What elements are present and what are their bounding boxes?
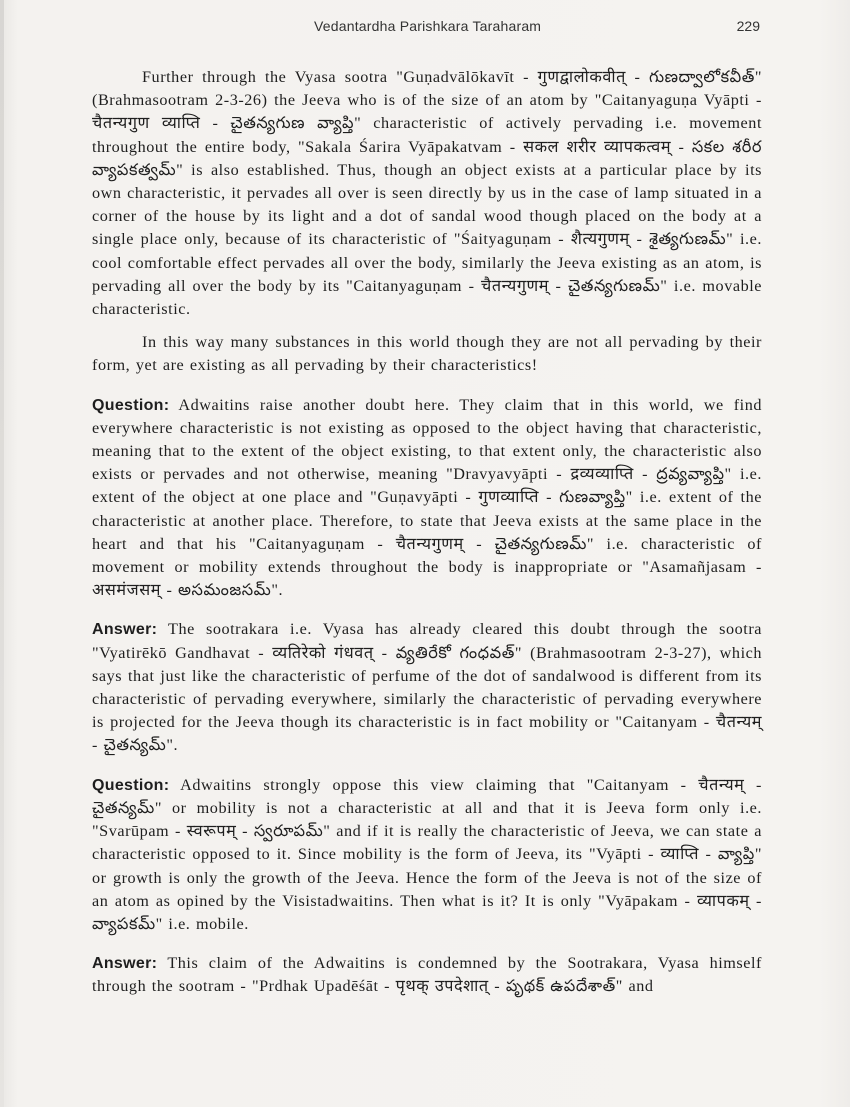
answer-2 bbox=[92, 952, 762, 998]
answer-1 bbox=[92, 618, 762, 757]
question-2 bbox=[92, 774, 762, 936]
question-text: Adwaitins raise another doubt here. They claim that in this world, we find everywhere characteristic is not existing as opposed to the object having that characteristic, meaning that to the extent of the object existing, to that extent only, the characteristic also exists or pervades and not otherwise, meaning "Dravyavyāpti - द्रव्यव्याप्ति - ద్రవ్యవ్యాప్తి" i.e. extent of the object at one place and "Guṇavyāpti - गुणव्याप्ति - గుణవ్యాప్తి" i.e. extent of the characteristic at another place. Therefore, to state that Jeeva exists at the same place in the heart and that his "Caitanyaguṇam - चैतन्यगुणम् - చైతన్యగుణమ్" i.e. characteristic of movement or mobility extends throughout the body is inappropriate or "Asamañjasam - असमंजसम् - అసమంజసమ్". bbox=[92, 395, 762, 600]
question-1 bbox=[92, 394, 762, 603]
page-header bbox=[92, 16, 760, 38]
page-edge bbox=[0, 0, 4, 1107]
answer-label: Answer: bbox=[92, 955, 158, 973]
question-label: Question: bbox=[92, 776, 170, 794]
answer-label: Answer: bbox=[92, 621, 158, 639]
answer-text: This claim of the Adwaitins is condemned by the Sootrakara, Vyasa himself through the sootram - "Prdhak Upadēśāt - पृथक् उपदेशात् - పృథక్ ఉపదేశాత్" and bbox=[92, 954, 762, 996]
paragraph-1: Further through the Vyasa sootra "Guṇadvālōkavīt - गुणद्वालोकवीत् - గుణద్వాలోకవీత్" (Brahmasootram 2-3-26) the Jeeva who is of the size of an atom by "Caitanyaguṇa Vyāpti - चैतन्यगुण व्याप्ति - చైతన్యగుణ వ్యాప్తి" characteristic of actively pervading i.e. movement throughout the entire body, "Sakala Śarira Vyāpakatvam - सकल शरीर व्यापकत्वम् - సకల శరీర వ్యాపకత్వమ్" is also established. Thus, though an object exists at a particular place by its own characteristic, it pervades all over is seen directly by us in the case of lamp situated in a corner of the house by its light and a dot of sandal wood though placed on the body at a single place only, because of its characteristic of "Śaityaguṇam - शैत्यगुणम् - శైత్యగుణమ్" i.e. cool comfortable effect pervades all over the body, similarly the Jeeva existing as an atom, is pervading all over the body by its "Caitanyaguṇam - चैतन्यगुणम् - చైతన్యగుణమ్" i.e. movable characteristic. bbox=[92, 68, 762, 319]
paragraph-2: In this way many substances in this world though they are not all pervading by their form, yet are existing as all pervading by their characteristics! bbox=[92, 333, 762, 375]
page-number: 229 bbox=[736, 18, 760, 34]
answer-text: The sootrakara i.e. Vyasa has already cleared this doubt through the sootra "Vyatirēkō Gandhavat - व्यतिरेको गंधवत् - వ్యతిరేకో గంధవత్" (Brahmasootram 2-3-27), which says that just like the characteristic of perfume of the dot of sandalwood is different from its characteristic of pervading everywhere, similarly the characteristic of pervading everywhere is projected for the Jeeva though its characteristic is in fact mobility or "Caitanyam - चैतन्यम् - చైతన్యమ్". bbox=[92, 620, 762, 755]
question-label: Question: bbox=[92, 396, 170, 414]
question-text: Adwaitins strongly oppose this view claiming that "Caitanyam - चैतन्यम् - చైతన్యమ్" or mobility is not a characteristic at all and that it is Jeeva form only i.e. "Svarūpam - स्वरूपम् - స్వరూపమ్" and if it is really the characteristic of Jeeva, we can state a characteristic opposed to it. Since mobility is the form of Jeeva, its "Vyāpti - व्याप्ति - వ్యాప్తి" or growth is only the growth of the Jeeva. Hence the form of the Jeeva is not of the size of an atom as opined by the Visistadwaitins. Then what is it? It is only "Vyāpakam - व्यापकम् - వ్యాపకమ్" i.e. mobile. bbox=[92, 775, 762, 933]
page-body bbox=[92, 66, 762, 999]
running-title: Vedantardha Parishkara Taraharam bbox=[314, 18, 542, 34]
